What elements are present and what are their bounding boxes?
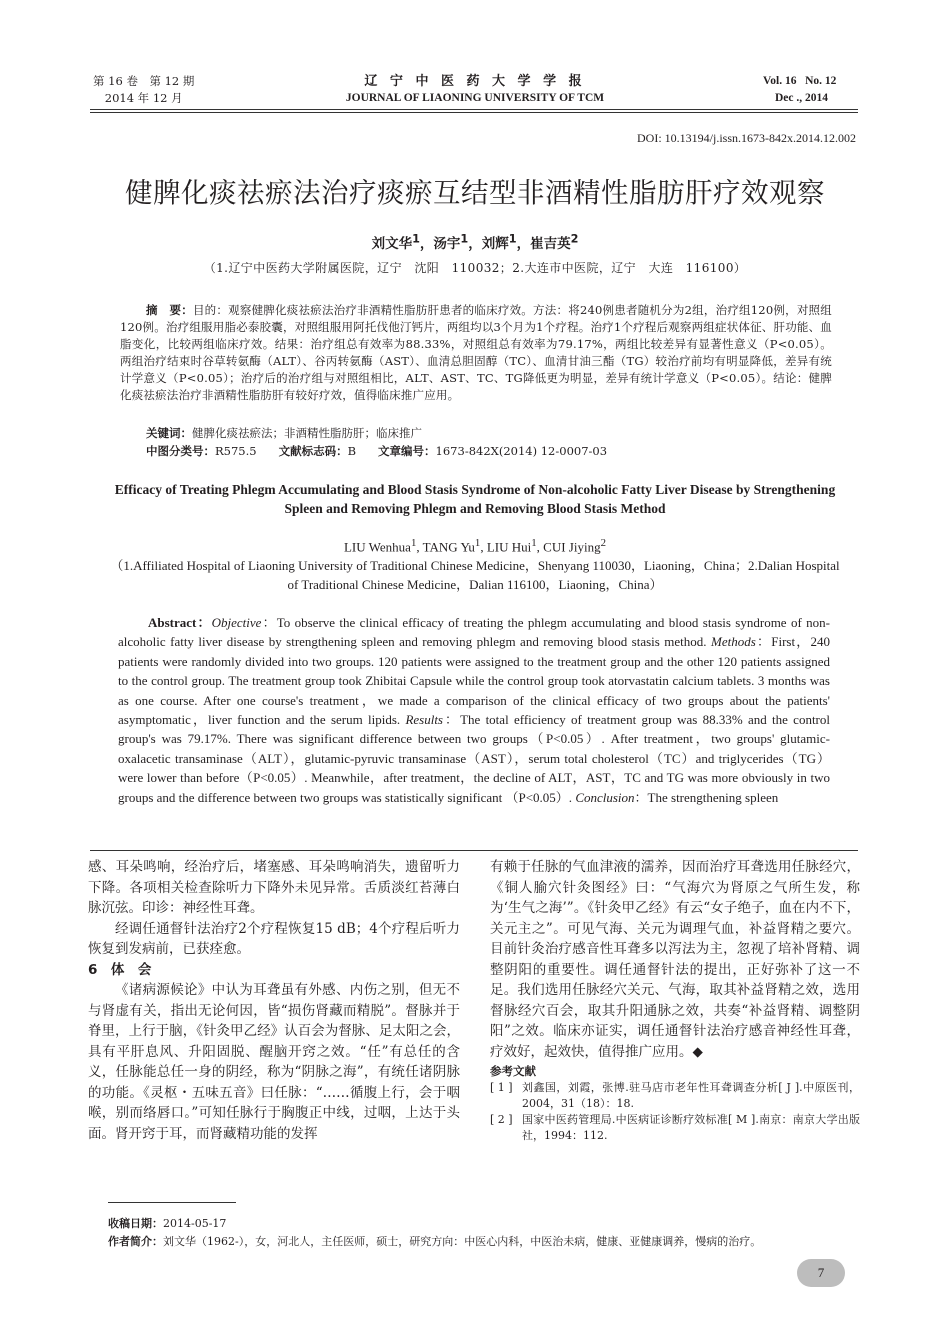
abstract-cn xyxy=(120,302,832,404)
abstract-label: 摘 要： xyxy=(146,303,193,317)
section-heading: 6 体 会 xyxy=(88,961,152,978)
author-affil-mark: 1 xyxy=(531,537,537,549)
keywords-text: 健脾化痰祛瘀法；非酒精性脂肪肝；临床推广 xyxy=(192,426,422,440)
journal-name-en: JOURNAL OF LIAONING UNIVERSITY OF TCM xyxy=(345,92,605,104)
journal-name-cn: 辽 宁 中 医 药 大 学 学 报 xyxy=(364,74,586,89)
article-number: 1673-842X(2014) 12-0007-03 xyxy=(435,444,608,458)
author-affil-mark: 2 xyxy=(570,232,579,246)
classification-line xyxy=(146,443,607,460)
paper-title-en: Efficacy of Treating Phlegm Accumulating and Blood Stasis Syndrome of Non-alcoholic Fatty Liver Disease by Strengthening Spleen and Removing Phlegm and Removing Blood Stasis Method xyxy=(114,482,836,516)
reference-text: 刘鑫国，刘霞，张博.驻马店市老年性耳聋调查分析[ J ].中原医刊，2004，31（18）：18. xyxy=(522,1081,860,1110)
author-name-en: LIU Hui xyxy=(486,539,532,555)
conclusion-label: Conclusion xyxy=(575,789,635,805)
conclusion-text: ：The strengthening spleen xyxy=(634,789,779,805)
abstract-en xyxy=(118,613,830,807)
objective-text: ：To observe the clinical efficacy of treating the phlegm accumulating and blood stasis syndrome of non-alcoholic fatty liver disease by strengthening spleen and removing phlegm and removing blood stasis method. xyxy=(118,615,830,650)
methods-text: ：First，240 patients were randomly divided into two groups. 120 patients were assigned to the treatment group and the other 120 patients assigned to the control group. The treatment group took Zhibitai Capsule while the control group took atorvastatin calcium tablets. 3 months was as one course. After one course's treatment，we made a comparison of the clinical efficacy of two groups about the patients' asymptomatic，liver function and the serum lipids. xyxy=(118,634,831,728)
author-list-en: LIU Wenhua$^1$, TANG Yu$^1$, LIU Hui$^1$, CUI Jiying$^2$ xyxy=(343,537,607,555)
header-rule-thin xyxy=(90,112,858,113)
reference-number: [ 2 ] xyxy=(490,1113,513,1126)
author-name: 汤宇 xyxy=(433,236,461,252)
body-column-left xyxy=(88,857,460,1144)
body-paragraph: 有赖于任脉的气血津液的濡养，因而治疗耳聋选用任脉经穴，《铜人腧穴针灸图经》曰：“气海穴为肾原之气所生发，称为‘生气之海’”。《针灸甲乙经》有云“女子绝子，血在内不下，关元主之”。可见气海、关元为调理气血，补益肾精之要穴。目前针灸治疗感音性耳聋多以泻法为主，忽视了培补肾精、调整阴阳的重要性。调任通督针法的提出，正好弥补了这一不足。我们选用任脉经穴关元、气海，取其补益肾精之效，选用督脉经穴百会，取其升阳通脉之效，共奏“补益肾精、调整阴阳”之效。临床亦证实，调任通督针法治疗感音神经性耳聋，疗效好，起效快，值得推广应用。◆ xyxy=(490,859,860,1060)
abstract-en-label: Abstract： xyxy=(148,615,212,630)
author-bio-label: 作者简介： xyxy=(108,1235,163,1248)
received-date xyxy=(108,1216,226,1232)
affiliation: （1.辽宁中医药大学附属医院，辽宁 沈阳 110032；2.大连市中医院，辽宁 大连 116100） xyxy=(203,261,747,275)
author-list: 刘文华$^1$，汤宇$^1$，刘辉$^1$，崔吉英$^2$ xyxy=(371,232,579,252)
body-paragraph: 经调任通督针法治疗2个疗程恢复15 dB；4个疗程后听力恢复到发病前，已获痊愈。 xyxy=(88,920,460,957)
received-label: 收稿日期： xyxy=(108,1217,163,1230)
header-volume-en xyxy=(763,73,836,107)
section-divider xyxy=(90,850,858,851)
abstract-text: 目的：观察健脾化痰祛瘀法治疗非酒精性脂肪肝患者的临床疗效。方法：将240例患者随机分为2组，治疗组120例，对照组120例。治疗组服用脂必泰胶囊，对照组服用阿托伐他汀钙片，两组均以3个月为1个疗程。治疗1个疗程后观察两组症状体征、肝功能、血脂变化，比较两组临床疗效。结果：治疗组总有效率为88.33%，对照组总有效率为79.17%，两组比较差异有显著性意义（P<0.05）。两组治疗结束时谷草转氨酶（ALT）、谷丙转氨酶（AST）、血清总胆固醇（TC）、血清甘油三酯（TG）较治疗前均有明显降低，差异有统计学意义（P<0.05）；治疗后的治疗组与对照组相比，ALT、AST、TC、TG降低更为明显，差异有统计学意义（P<0.05）。结论：健脾化痰祛瘀法治疗非酒精性脂肪肝有较好疗效，值得临床推广应用。 xyxy=(120,303,832,402)
received-value: 2014-05-17 xyxy=(163,1217,227,1230)
author-name-en: LIU Wenhua xyxy=(343,539,411,555)
header-volume-cn xyxy=(93,73,194,107)
date-en: Dec ., 2014 xyxy=(775,92,829,104)
issue-en: No. 12 xyxy=(805,75,837,87)
doi: DOI: 10.13194/j.issn.1673-842x.2014.12.002 xyxy=(637,131,856,145)
author-affil-mark: 1 xyxy=(474,537,481,549)
date-cn: 2014 年 12 月 xyxy=(104,91,183,105)
volume-en: Vol. 16 xyxy=(763,75,797,87)
results-text: ：The total efficiency of treatment group was 88.33% and the control group's was 79.17%. There was significant difference between two groups（P<0.05）. After treatment，two groups' glutamic-oxalacetic transaminase（ALT），glutamic-pyruvic transaminase（AST），serum total cholesterol（TC）and triglycerides（TG）were lower than before（P<0.05）. Meanwhile，after treatment，the decline of ALT，AST，TC and TG was more obviously in two groups and the difference between two groups was statistically significant （P<0.05）. xyxy=(118,712,830,805)
keywords xyxy=(146,425,422,442)
author-affil-mark: 1 xyxy=(508,232,517,246)
reference-number: [ 1 ] xyxy=(490,1081,513,1094)
article-number-label: 文章编号： xyxy=(378,444,436,458)
author-bio xyxy=(108,1234,761,1250)
author-name: 刘文华 xyxy=(371,236,413,252)
footnote-rule xyxy=(108,1202,236,1203)
author-affil-mark: 1 xyxy=(412,232,420,246)
author-affil-mark: 2 xyxy=(600,537,607,549)
reference-item xyxy=(490,1080,860,1112)
doc-code-label: 文献标志码： xyxy=(278,444,348,458)
author-name-en: CUI Jiying xyxy=(543,539,601,555)
volume-issue-cn: 第 16 卷 第 12 期 xyxy=(93,74,195,88)
clc-code: R575.5 xyxy=(215,444,257,458)
paper-title: 健脾化痰祛瘀法治疗痰瘀互结型非酒精性脂肪肝疗效观察 xyxy=(125,177,825,209)
body-column-right xyxy=(490,857,860,1144)
results-label: Results xyxy=(405,712,443,728)
keywords-label: 关键词： xyxy=(146,426,192,440)
author-name: 刘辉 xyxy=(481,236,509,252)
author-bio-text: 刘文华（1962-），女，河北人，主任医师，硕士，研究方向：中医心内科，中医治未病，健康、亚健康调养，慢病的治疗。 xyxy=(163,1235,762,1248)
body-paragraph: 感、耳朵鸣响，经治疗后，堵塞感、耳朵鸣响消失，遗留听力下降。各项相关检查除听力下降外未见异常。舌质淡红苔薄白脉沉弦。印诊：神经性耳聋。 xyxy=(88,859,460,916)
reference-text: 国家中医药管理局.中医病证诊断疗效标准[ M ].南京：南京大学出版社，1994：112. xyxy=(522,1113,860,1142)
author-name: 崔吉英 xyxy=(530,236,571,252)
clc-label: 中图分类号： xyxy=(146,444,215,458)
journal-name xyxy=(300,73,650,107)
reference-item xyxy=(490,1112,860,1144)
methods-label: Methods xyxy=(711,634,756,650)
doc-code: B xyxy=(347,444,357,458)
references-heading: 参考文献 xyxy=(490,1064,536,1078)
body-paragraph: 《诸病源候论》中认为耳聋虽有外感、内伤之别，但无不与肾虚有关，指出无论何因，皆“损伤肾藏而精脱”。督脉并于脊里，上行于脑，《针灸甲乙经》认百会为督脉、足太阳之会，具有平肝息风、升阳固脱、醒脑开窍之效。“任”有总任的含义，任脉能总任一身的阴经，称为“阴脉之海”，有统任诸阴脉的功能。《灵枢・五味五音》曰任脉：“……循腹上行，会于咽喉，别而络唇口。”可知任脉行于胸腹正中线，过咽，上达于头面。肾开窍于耳，而肾藏精功能的发挥 xyxy=(88,982,460,1142)
author-affil-mark: 1 xyxy=(410,537,417,549)
author-name-en: TANG Yu xyxy=(422,539,475,555)
page-number: 7 xyxy=(797,1259,845,1287)
author-affil-mark: 1 xyxy=(460,232,469,246)
header-rule xyxy=(90,109,858,110)
affiliation-en: （1.Affiliated Hospital of Liaoning University of Traditional Chinese Medicine，Shenyang 110030，Liaoning，China；2.Dalian Hospital of Traditional Chinese Medicine，Dalian 116100，Liaoning，China） xyxy=(110,558,840,592)
objective-label: Objective xyxy=(211,615,262,630)
